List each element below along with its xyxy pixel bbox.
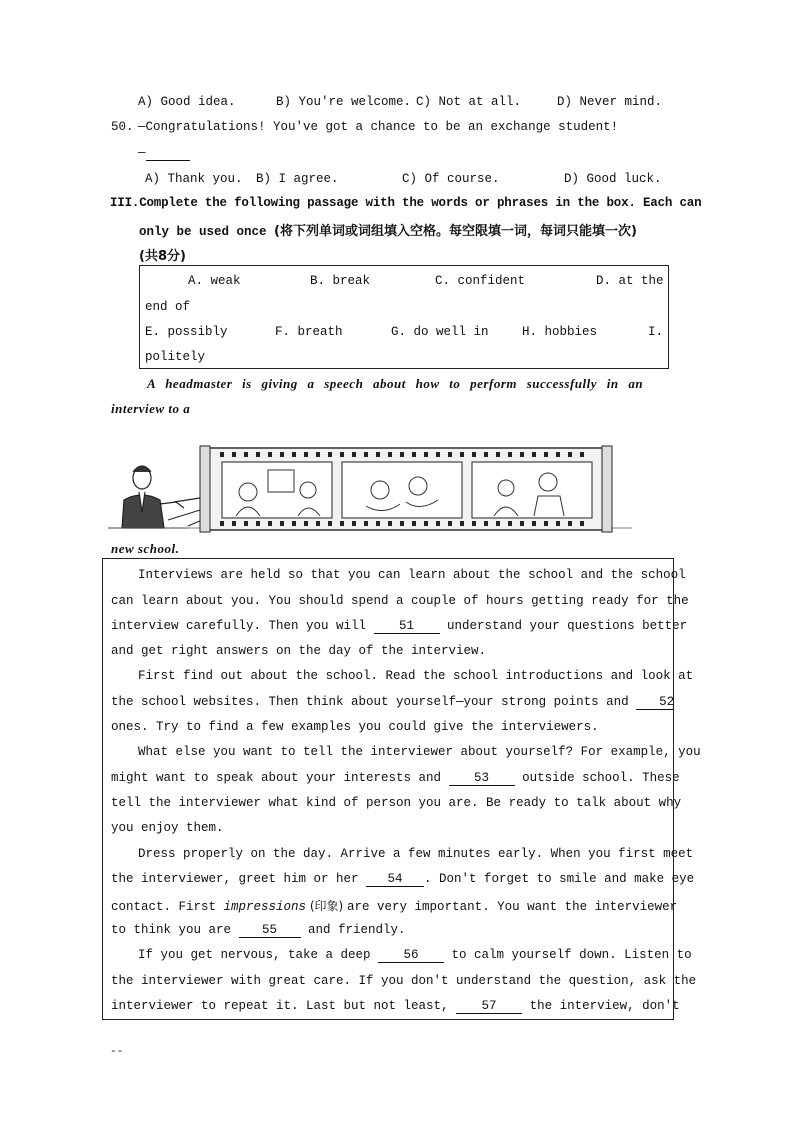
word-h: H. hobbies [522,325,598,339]
p2-line2 [111,695,674,710]
p4-line4-text-a: to think you are [111,923,239,937]
blank-52: 52 [636,695,674,710]
headmaster-film-illustration [108,440,633,542]
p5-line1-text-b: to calm yourself down. Listen to [444,948,692,962]
word-i-continued: politely [145,350,206,364]
p5-line1 [138,948,692,963]
film-strip [200,446,612,532]
caption-line1: A headmaster is giving a speech about how to perform successfully in an [147,376,644,391]
blank-55: 55 [239,923,301,938]
blank-54: 54 [366,872,424,887]
section3-heading-chinese: (将下列单词或词组填入空格。每空限填一词，每词只能填一次) [274,224,637,239]
p2-line1: First find out about the school. Read the school introductions and look at [138,669,694,683]
caption-line2: interview to a [111,401,191,416]
p5-line3-text-a: interviewer to repeat it. Last but not least, [111,999,457,1013]
word-f: F. breath [275,325,343,339]
q50-reply [138,146,190,161]
p1-line3 [111,619,687,634]
q50-option-c: C) Of course. [402,172,500,186]
p4-line2-text-a: the interviewer, greet him or her [111,872,367,886]
p4-line3-impressions: impressions [223,900,307,914]
p4-line2 [111,872,694,887]
p3-line1: What else you want to tell the interviewer about yourself? For example, you [138,745,701,759]
q49-option-b: B) You're welcome. [276,95,412,109]
section3-heading-line1: III.Complete the following passage with the words or phrases in the box. Each can [110,196,702,210]
p1-line4: and get right answers on the day of the interview. [111,644,487,658]
word-b: B. break [310,274,371,288]
q50-option-b: B) I agree. [256,172,339,186]
passage-box [102,558,701,1020]
section3-heading-only-used-once: only be used once [139,225,275,239]
p2-line3: ones. Try to find a few examples you could give the interviewers. [111,720,599,734]
p5-line3-text-b: the interview, don't [522,999,680,1013]
p5-line3 [111,999,680,1014]
q49-option-d: D) Never mind. [557,95,663,109]
q50-option-a: A) Thank you. [145,172,243,186]
q50-reply-dash: — [138,146,146,160]
p2-line2-text: the school websites. Then think about yourself—your strong points and [111,695,637,709]
p3-line3: tell the interviewer what kind of person you are. Be ready to talk about why [111,796,682,810]
blank-53: 53 [449,771,515,786]
headmaster-figure [122,466,200,528]
blank-51: 51 [374,619,440,634]
word-g: G. do well in [391,325,489,339]
word-a: A. weak [188,274,241,288]
q50-number: 50. [111,120,134,134]
blank-56: 56 [378,948,444,963]
p1-line1: Interviews are held so that you can learn about the school and the school [138,568,686,582]
word-d-continued: end of [145,300,191,314]
word-box [139,265,669,369]
p5-line2: the interviewer with great care. If you don't understand the question, ask the [111,974,697,988]
blank-57: 57 [456,999,522,1014]
p4-line1: Dress properly on the day. Arrive a few minutes early. When you first meet [138,847,694,861]
section3-heading-points: (共8分) [139,249,186,264]
word-i: I. [648,325,664,339]
p3-line2 [111,771,680,786]
p4-line3-text-b: are very important. You want the interviewer [347,900,678,914]
q49-option-a: A) Good idea. [138,95,236,109]
p1-line2: can learn about you. You should spend a couple of hours getting ready for the [111,594,689,608]
caption-line3: new school. [111,541,180,556]
p1-line3-text-b: understand your questions better [439,619,688,633]
p4-line4-text-b: and friendly. [300,923,406,937]
p3-line4: you enjoy them. [111,821,224,835]
p4-line4 [111,923,406,938]
q50-option-d: D) Good luck. [564,172,662,186]
q50-answer-blank [146,146,190,161]
p5-line1-text-a: If you get nervous, take a deep [138,948,379,962]
p4-line2-text-b: . Don't forget to smile and make eye [424,872,695,886]
word-d: D. at the [596,274,664,288]
p1-line3-text-a: interview carefully. Then you will [111,619,374,633]
p3-line2-text-a: might want to speak about your interests and [111,771,449,785]
word-e: E. possibly [145,325,228,339]
word-c: C. confident [435,274,526,288]
section3-heading-line2 [139,220,637,239]
footer-mark: -- [110,1046,124,1058]
q49-option-c: C) Not at all. [416,95,522,109]
p3-line2-text-b: outside school. These [514,771,680,785]
q50-prompt: —Congratulations! You've got a chance to be an exchange student! [138,120,619,134]
p4-line3-chinese: (印象) [306,899,348,913]
p4-line3-text-a: contact. First [111,900,224,914]
p4-line3 [111,897,677,914]
